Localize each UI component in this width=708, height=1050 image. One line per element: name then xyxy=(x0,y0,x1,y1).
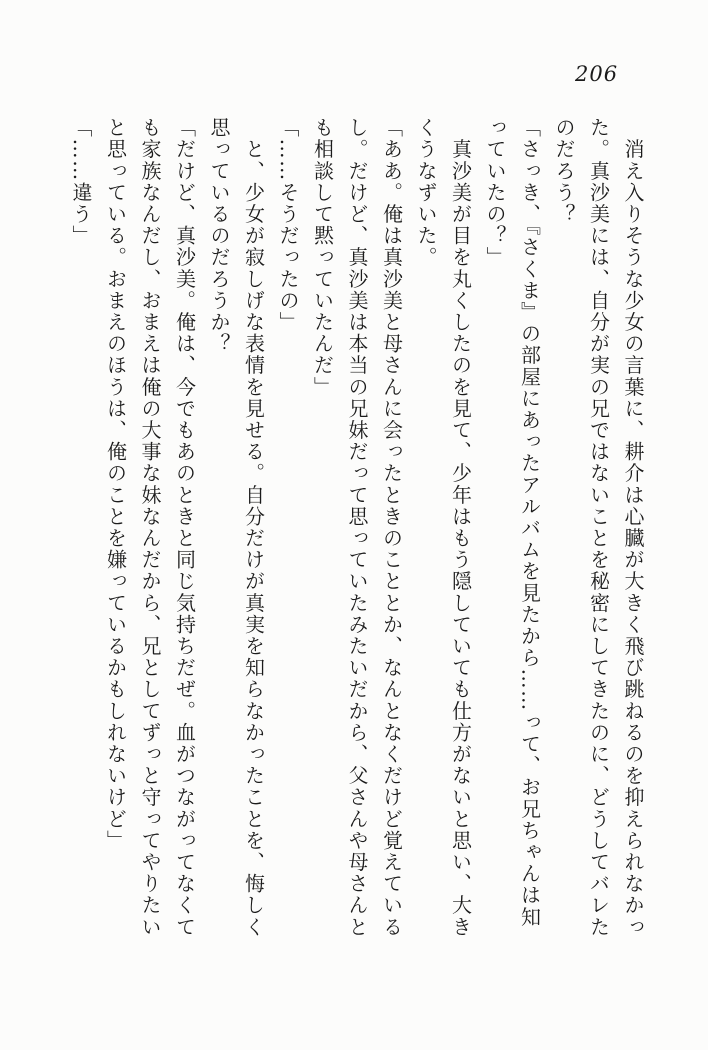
text-line: し。だけど、真沙美は本当の兄妹だって思っていたみたいだから、父さんや母さんと xyxy=(345,117,369,938)
text-line: 「だけど、真沙美。俺は、今でもあのときと同じ気持ちだぜ。血がつながってなくて xyxy=(172,117,197,938)
text-line: も相談して黙っていたんだ」 xyxy=(310,117,335,398)
text-line: 「……そうだったの」 xyxy=(276,117,300,333)
text-line: くうなずいた。 xyxy=(414,117,438,269)
text-line: と、少女が寂しげな表情を見せる。自分だけが真実を知らなかったことを、悔しく xyxy=(241,117,266,938)
text-line: も家族なんだし、おまえは俺の大事な妹なんだから、兄としてずっと守ってやりたい xyxy=(138,117,162,938)
text-line: 「……違う」 xyxy=(69,117,93,247)
text-line: 消え入りそうな少女の言葉に、耕介は心臓が大きく飛び跳ねるのを抑えられなかっ xyxy=(621,117,645,938)
text-line: と思っている。おまえのほうは、俺のことを嫌っているかもしれないけど」 xyxy=(103,117,128,852)
page-number: 206 xyxy=(575,62,619,86)
text-line: 「ああ。俺は真沙美と母さんに会ったときのこととか、なんとなくだけど覚えている xyxy=(379,117,404,938)
text-line: 真沙美が目を丸くしたのを見て、少年はもう隠していても仕方がないと思い、大き xyxy=(448,117,473,938)
text-line: のだろう？ xyxy=(552,117,576,225)
text-line: っていたの？」 xyxy=(483,117,507,269)
vertical-text-block xyxy=(64,117,651,947)
text-line: た。真沙美には、自分が実の兄ではないことを秘密にしてきたのに、どうしてバレた xyxy=(586,117,611,938)
text-line: 「さっき、『さくま』の部屋にあったアルバムを見たから……って、お兄ちゃんは知 xyxy=(517,117,542,928)
text-line: 思っているのだろうか？ xyxy=(207,117,231,355)
